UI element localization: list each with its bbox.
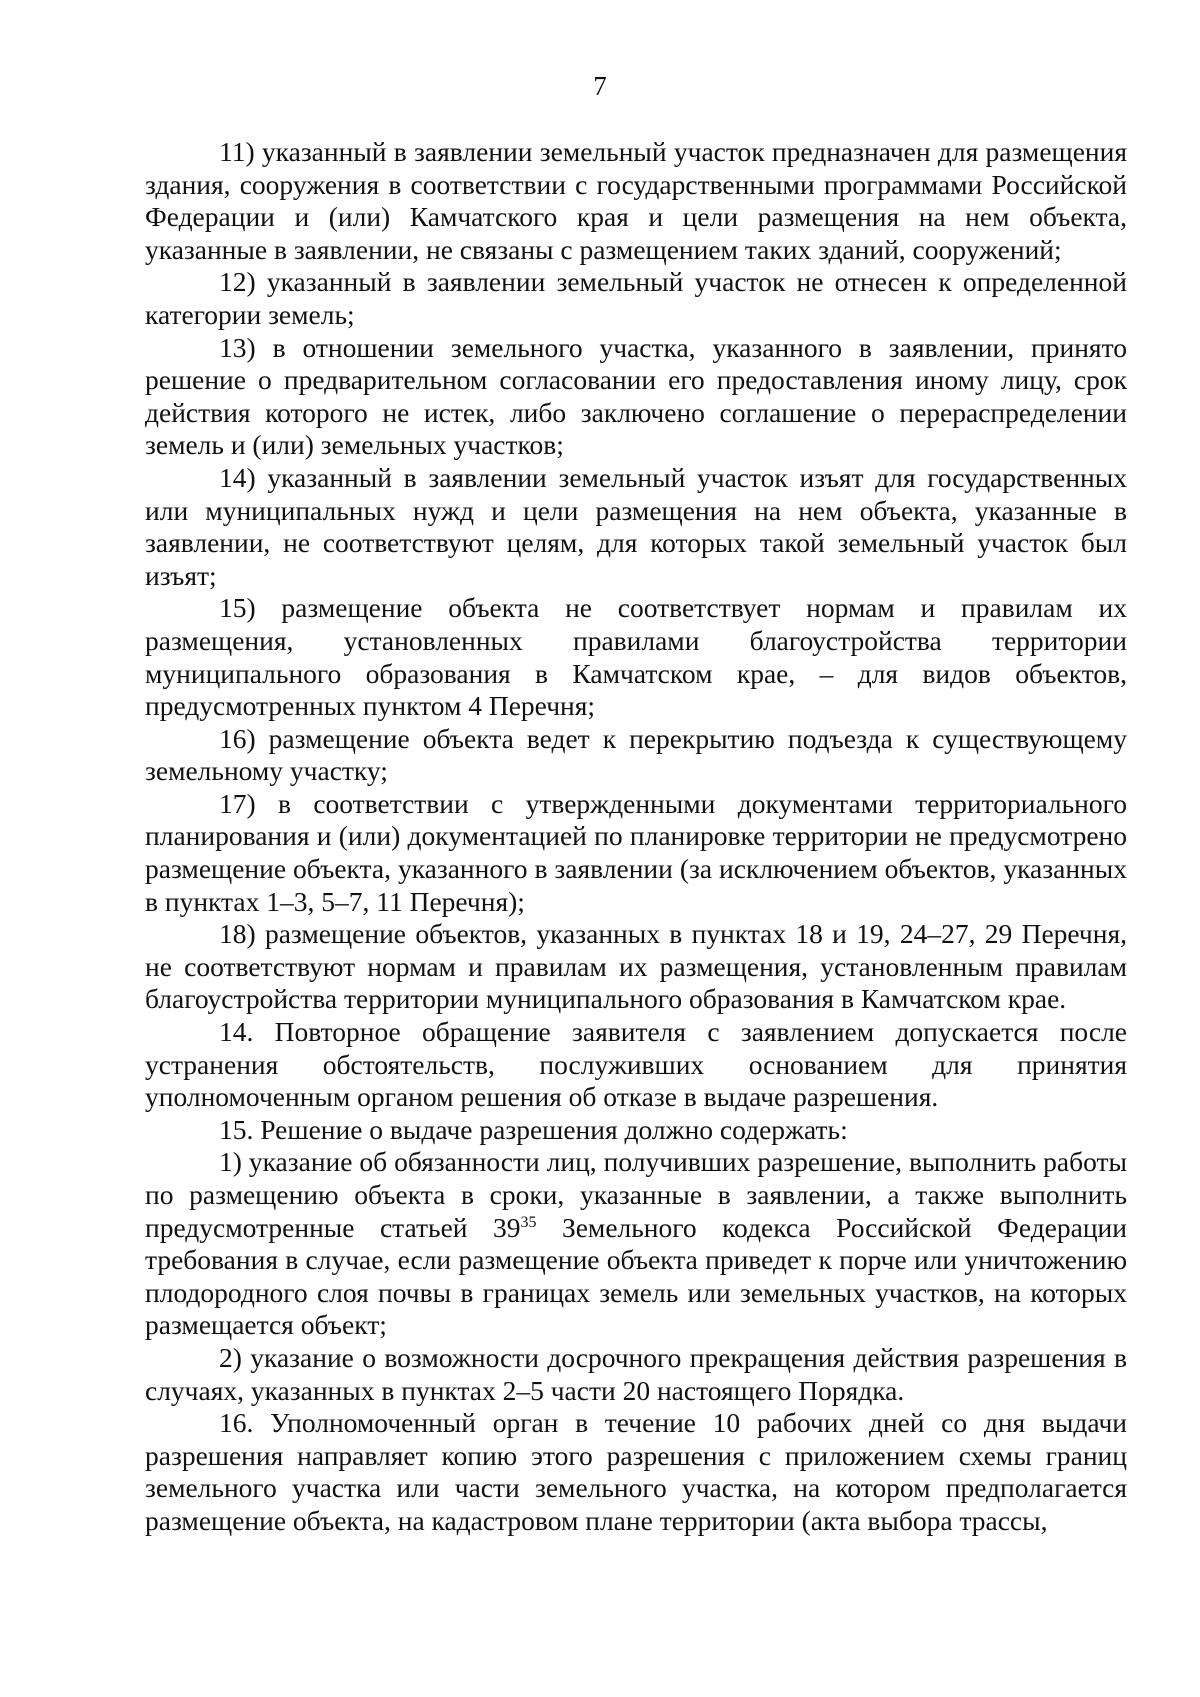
paragraph-subitem-2: 2) указание о возможности досрочного прекращения действия разрешения в случаях, указанных в пунктах 2–5 части 20 настоящего Порядка. [145, 1341, 1127, 1406]
paragraph-text-before-superscript: 1) указание об обязанности лиц, получивших разрешение, выполнить работы по размещению объекта в сроки, указанные в заявлении, а также выполнить предусмотренные статьей 39 [145, 1146, 1127, 1243]
paragraph-item-12: 12) указанный в заявлении земельный участок не отнесен к определенной категории земель; [145, 266, 1127, 330]
document-body [145, 136, 1127, 1538]
paragraph-subitem-1 [145, 1146, 1127, 1342]
article-superscript: 35 [520, 1213, 537, 1231]
page-number: 7 [593, 71, 607, 101]
paragraph-item-13: 13) в отношении земельного участка, указанного в заявлении, принято решение о предварительном согласовании его предоставления иному лицу, срок действия которого не истек, либо заключено соглашение о перераспределении земель и (или) земельных участков; [145, 331, 1127, 461]
paragraph-section-14: 14. Повторное обращение заявителя с заявлением допускается после устранения обстоятельств, послуживших основанием для принятия уполномоченным органом решения об отказе в выдаче разрешения. [145, 1016, 1127, 1113]
paragraph-section-16: 16. Уполномоченный орган в течение 10 рабочих дней со дня выдачи разрешения направляет копию этого разрешения с приложением схемы границ земельного участка или части земельного участка, на котором предполагается размещение объекта, на кадастровом плане территории (акта выбора трассы, [145, 1407, 1127, 1536]
paragraph-item-16: 16) размещение объекта ведет к перекрытию подъезда к существующему земельному участку; [145, 722, 1127, 787]
paragraph-item-17: 17) в соответствии с утвержденными документами территориального планирования и (или) документацией по планировке территории не предусмотрено размещение объекта, указанного в заявлении (за исключением объектов, указанных в пунктах 1–3, 5–7, 11 Перечня); [145, 787, 1127, 917]
paragraph-item-11: 11) указанный в заявлении земельный участок предназначен для размещения здания, сооружения в соответствии с государственными программами Российской Федерации и (или) Камчатского края и цели размещения на нем объекта, указанные в заявлении, не связаны с размещением таких зданий, сооружений; [145, 136, 1127, 265]
paragraph-item-18: 18) размещение объектов, указанных в пунктах 18 и 19, 24–27, 29 Перечня, не соответствуют нормам и правилам их размещения, установленным правилам благоустройства территории муниципального образования в Камчатском крае. [145, 918, 1127, 1015]
paragraph-section-15: 15. Решение о выдаче разрешения должно содержать: [219, 1113, 848, 1145]
paragraph-item-14: 14) указанный в заявлении земельный участок изъят для государственных или муниципальных нужд и цели размещения на нем объекта, указанные в заявлении, не соответствуют целям, для которых такой земельный участок был изъят; [145, 461, 1127, 591]
paragraph-text-after-superscript: Земельного кодекса Российской Федерации требования в случае, если размещение объекта приведет к порче или уничтожению плодородного слоя почвы в границах земель или земельных участков, на которых размещается объект; [145, 1211, 1127, 1341]
paragraph-item-15: 15) размещение объекта не соответствует нормам и правилам их размещения, установленных правилами благоустройства территории муниципального образования в Камчатском крае, – для видов объектов, предусмотренных пунктом 4 Перечня; [145, 592, 1127, 722]
